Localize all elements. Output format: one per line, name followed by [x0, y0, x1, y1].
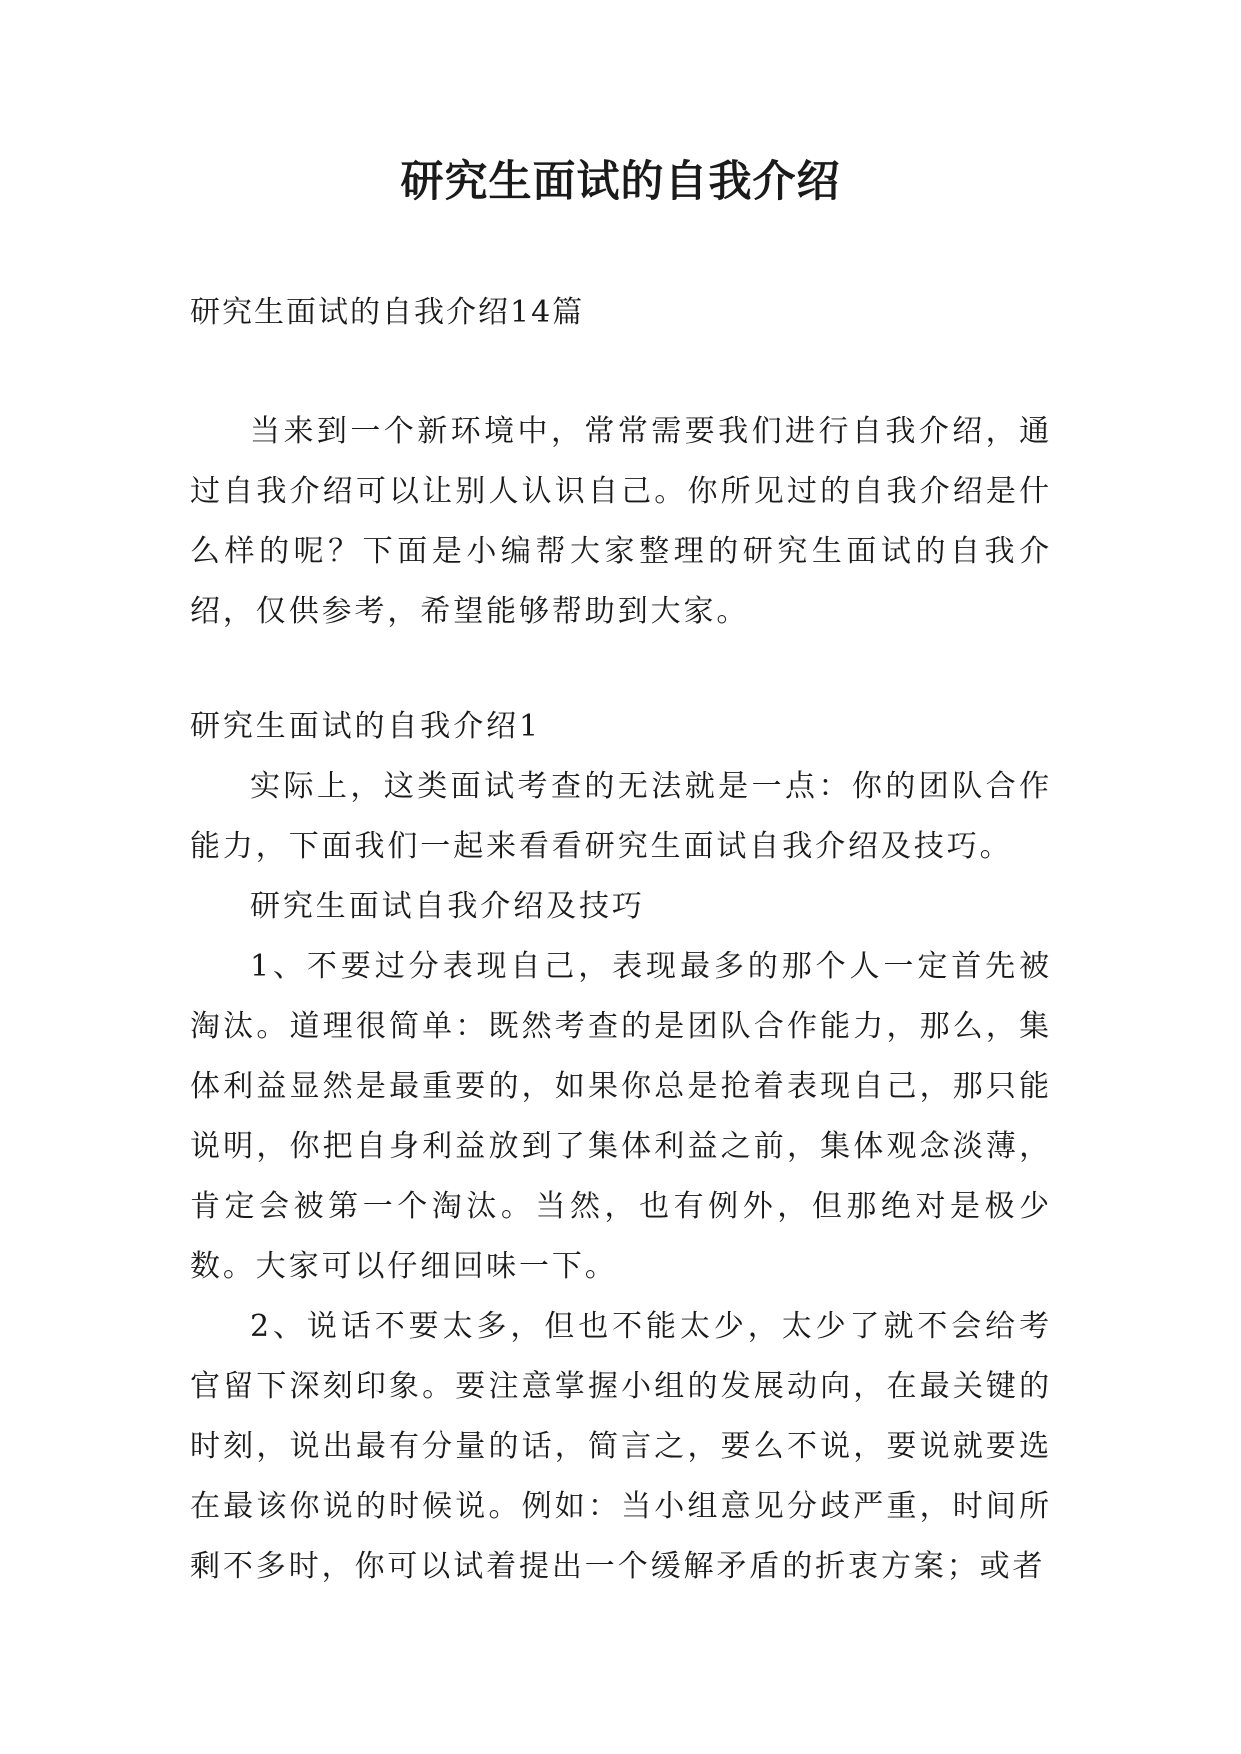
- section-1: [190, 697, 1052, 1597]
- paragraph: 1、不要过分表现自己，表现最多的那个人一定首先被淘汰。道理很简单：既然考查的是团队合作能力，那么，集体利益显然是最重要的，如果你总是抢着表现自己，那只能说明，你把自身利益放到了集体利益之前，集体观念淡薄，肯定会被第一个淘汰。当然，也有例外，但那绝对是极少数。大家可以仔细回味一下。: [190, 949, 1052, 1284]
- intro-block: [190, 402, 1052, 642]
- intro-paragraph: 当来到一个新环境中，常常需要我们进行自我介绍，通过自我介绍可以让别人认识自己。你所见过的自我介绍是什么样的呢？下面是小编帮大家整理的研究生面试的自我介绍，仅供参考，希望能够帮助到大家。: [190, 414, 1052, 629]
- document-title: 研究生面试的自我介绍: [400, 157, 841, 207]
- section-heading: 研究生面试的自我介绍1: [190, 709, 541, 744]
- paragraph: 2、说话不要太多，但也不能太少，太少了就不会给考官留下深刻印象。要注意掌握小组的发展动向，在最关键的时刻，说出最有分量的话，简言之，要么不说，要说就要选在最该你说的时候说。例如：当小组意见分歧严重，时间所剩不多时，你可以试着提出一个缓解矛盾的折衷方案；或者: [190, 1309, 1052, 1584]
- paragraph-subheading: 研究生面试自我介绍及技巧: [250, 889, 645, 924]
- paragraph: 实际上，这类面试考查的无法就是一点：你的团队合作能力，下面我们一起来看看研究生面试自我介绍及技巧。: [190, 769, 1052, 864]
- document-subtitle: 研究生面试的自我介绍14篇: [190, 295, 585, 330]
